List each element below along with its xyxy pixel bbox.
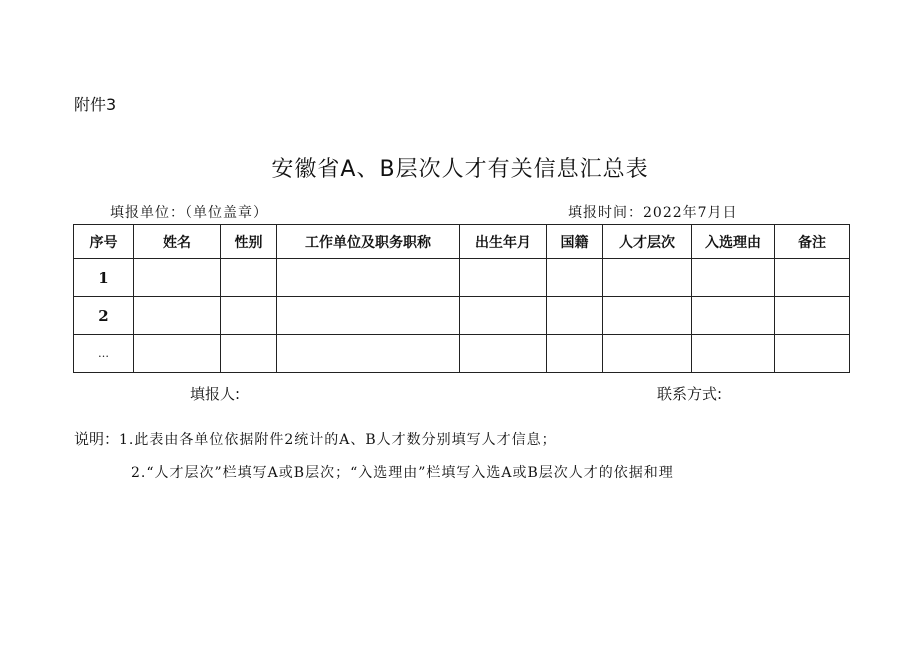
table-cell[interactable] (547, 259, 603, 297)
notes-text-1: 1.此表由各单位依据附件2统计的A、B人才数分别填写人才信息； (119, 432, 557, 448)
table-cell[interactable] (547, 335, 603, 373)
contact-label: 联系方式: (657, 385, 723, 403)
table-cell[interactable] (277, 259, 460, 297)
talent-info-table (73, 224, 850, 373)
header-cell-name: 姓名 (134, 225, 221, 259)
table-cell[interactable] (221, 335, 277, 373)
notes-line-1 (74, 428, 557, 449)
table-cell[interactable] (221, 297, 277, 335)
table-cell[interactable] (603, 335, 692, 373)
table-cell[interactable] (134, 297, 221, 335)
filler-label: 填报人: (190, 385, 241, 403)
header-cell-gender: 性别 (221, 225, 277, 259)
table-row (74, 335, 850, 373)
header-cell-talent-level: 人才层次 (603, 225, 692, 259)
page-title: 安徽省A、B层次人才有关信息汇总表 (271, 157, 649, 182)
table-cell[interactable] (460, 259, 547, 297)
notes-line-2: 2.“人才层次”栏填写A或B层次；“入选理由”栏填写入选A或B层次人才的依据和理 (131, 465, 674, 481)
header-cell-employer-title: 工作单位及职务职称 (277, 225, 460, 259)
table-cell[interactable] (221, 259, 277, 297)
header-cell-birth-date: 出生年月 (460, 225, 547, 259)
table-cell[interactable] (692, 297, 775, 335)
table-cell[interactable] (277, 297, 460, 335)
header-cell-remarks: 备注 (775, 225, 850, 259)
table-cell[interactable] (775, 297, 850, 335)
table-cell[interactable] (775, 335, 850, 373)
table-cell[interactable] (547, 297, 603, 335)
header-cell-nationality: 国籍 (547, 225, 603, 259)
table-cell[interactable] (134, 259, 221, 297)
table-row (74, 259, 850, 297)
table-cell[interactable] (460, 335, 547, 373)
header-cell-index: 序号 (74, 225, 134, 259)
notes-label: 说明： (74, 430, 120, 448)
row-index-cell: 1 (74, 259, 134, 297)
table-cell[interactable] (692, 335, 775, 373)
table-cell[interactable] (603, 297, 692, 335)
table-cell[interactable] (460, 297, 547, 335)
table-cell[interactable] (692, 259, 775, 297)
row-index-cell: … (74, 335, 134, 373)
row-index-cell: 2 (74, 297, 134, 335)
header-cell-selection-reason: 入选理由 (692, 225, 775, 259)
reporting-unit-label: 填报单位：（单位盖章） (110, 205, 268, 221)
table-cell[interactable] (603, 259, 692, 297)
table-row (74, 297, 850, 335)
attachment-label: 附件3 (74, 95, 117, 114)
table-cell[interactable] (277, 335, 460, 373)
table-cell[interactable] (134, 335, 221, 373)
reporting-date-label: 填报时间：2022年7月日 (568, 205, 738, 221)
table-header-row (74, 225, 850, 259)
table-cell[interactable] (775, 259, 850, 297)
